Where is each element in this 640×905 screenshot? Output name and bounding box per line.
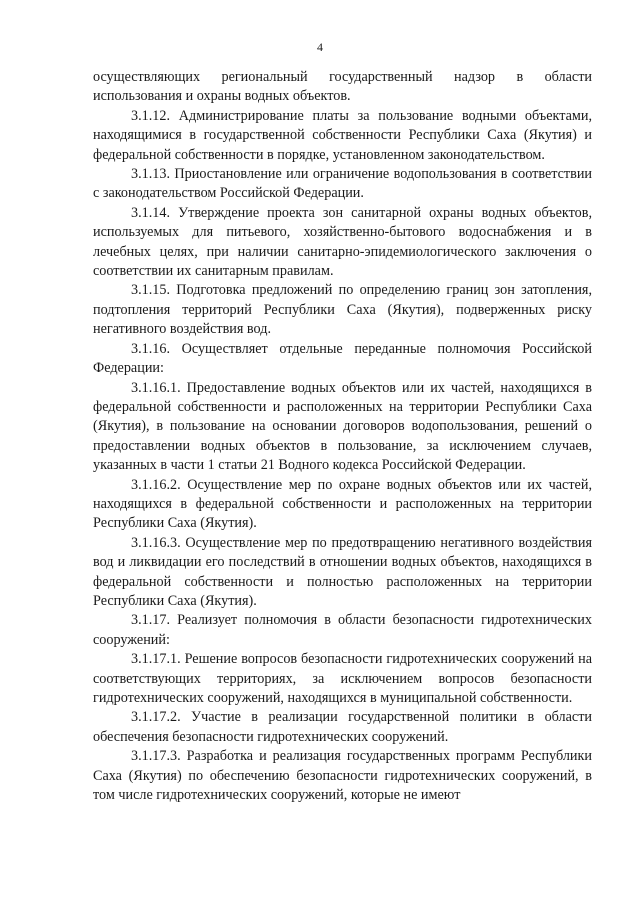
paragraph-3-1-15: 3.1.15. Подготовка предложений по определению границ зон затопления, подтопления территорий Республики Саха (Якутия), подверженных риску негативного воздействия вод. xyxy=(93,282,592,338)
paragraph-continuation: осуществляющих региональный государственный надзор в области использования и охраны водных объектов. xyxy=(93,69,592,105)
paragraph-3-1-14: 3.1.14. Утверждение проекта зон санитарной охраны водных объектов, используемых для питьевого, хозяйственно-бытового водоснабжения и в лечебных целях, при наличии санитарно-эпидемиологического заключения о соответствии их санитарным правилам. xyxy=(93,204,592,280)
paragraph-3-1-16-1: 3.1.16.1. Предоставление водных объектов или их частей, находящихся в федеральной собственности и расположенных на территории Республики Саха (Якутия), в пользование на основании договоров водопользования, решений о предоставлении водных объектов в пользование, за исключением случаев, указанных в части 1 статьи 21 Водного кодекса Российской Федерации. xyxy=(93,379,592,474)
paragraph-3-1-17-2: 3.1.17.2. Участие в реализации государственной политики в области обеспечения безопасности гидротехнических сооружений. xyxy=(93,709,592,745)
paragraph-3-1-16-2: 3.1.16.2. Осуществление мер по охране водных объектов или их частей, находящихся в федеральной собственности и расположенных на территории Республики Саха (Якутия). xyxy=(93,476,592,532)
paragraph-3-1-17-3: 3.1.17.3. Разработка и реализация государственных программ Республики Саха (Якутия) по обеспечению безопасности гидротехнических сооружений, в том числе гидротехнических сооружений, которые не имеют xyxy=(93,748,592,804)
paragraph-3-1-17-1: 3.1.17.1. Решение вопросов безопасности гидротехнических сооружений на соответствующих территориях, за исключением вопросов безопасности гидротехнических сооружений, находящихся в муниципальной собственности. xyxy=(93,651,592,706)
paragraph-3-1-12: 3.1.12. Администрирование платы за пользование водными объектами, находящимися в государственной собственности Республики Саха (Якутия) и федеральной собственности в порядке, установленном законодательством. xyxy=(93,107,592,163)
document-body xyxy=(93,68,592,805)
paragraph-3-1-16-3: 3.1.16.3. Осуществление мер по предотвращению негативного воздействия вод и ликвидации его последствий в отношении водных объектов, находящихся в федеральной собственности и полностью расположенных на территории Республики Саха (Якутия). xyxy=(93,534,592,609)
paragraph-3-1-17: 3.1.17. Реализует полномочия в области безопасности гидротехнических сооружений: xyxy=(93,612,592,648)
page-number: 4 xyxy=(317,40,323,54)
paragraph-3-1-13: 3.1.13. Приостановление или ограничение водопользования в соответствии с законодательством Российской Федерации. xyxy=(93,166,592,202)
paragraph-3-1-16: 3.1.16. Осуществляет отдельные переданные полномочия Российской Федерации: xyxy=(93,340,592,377)
